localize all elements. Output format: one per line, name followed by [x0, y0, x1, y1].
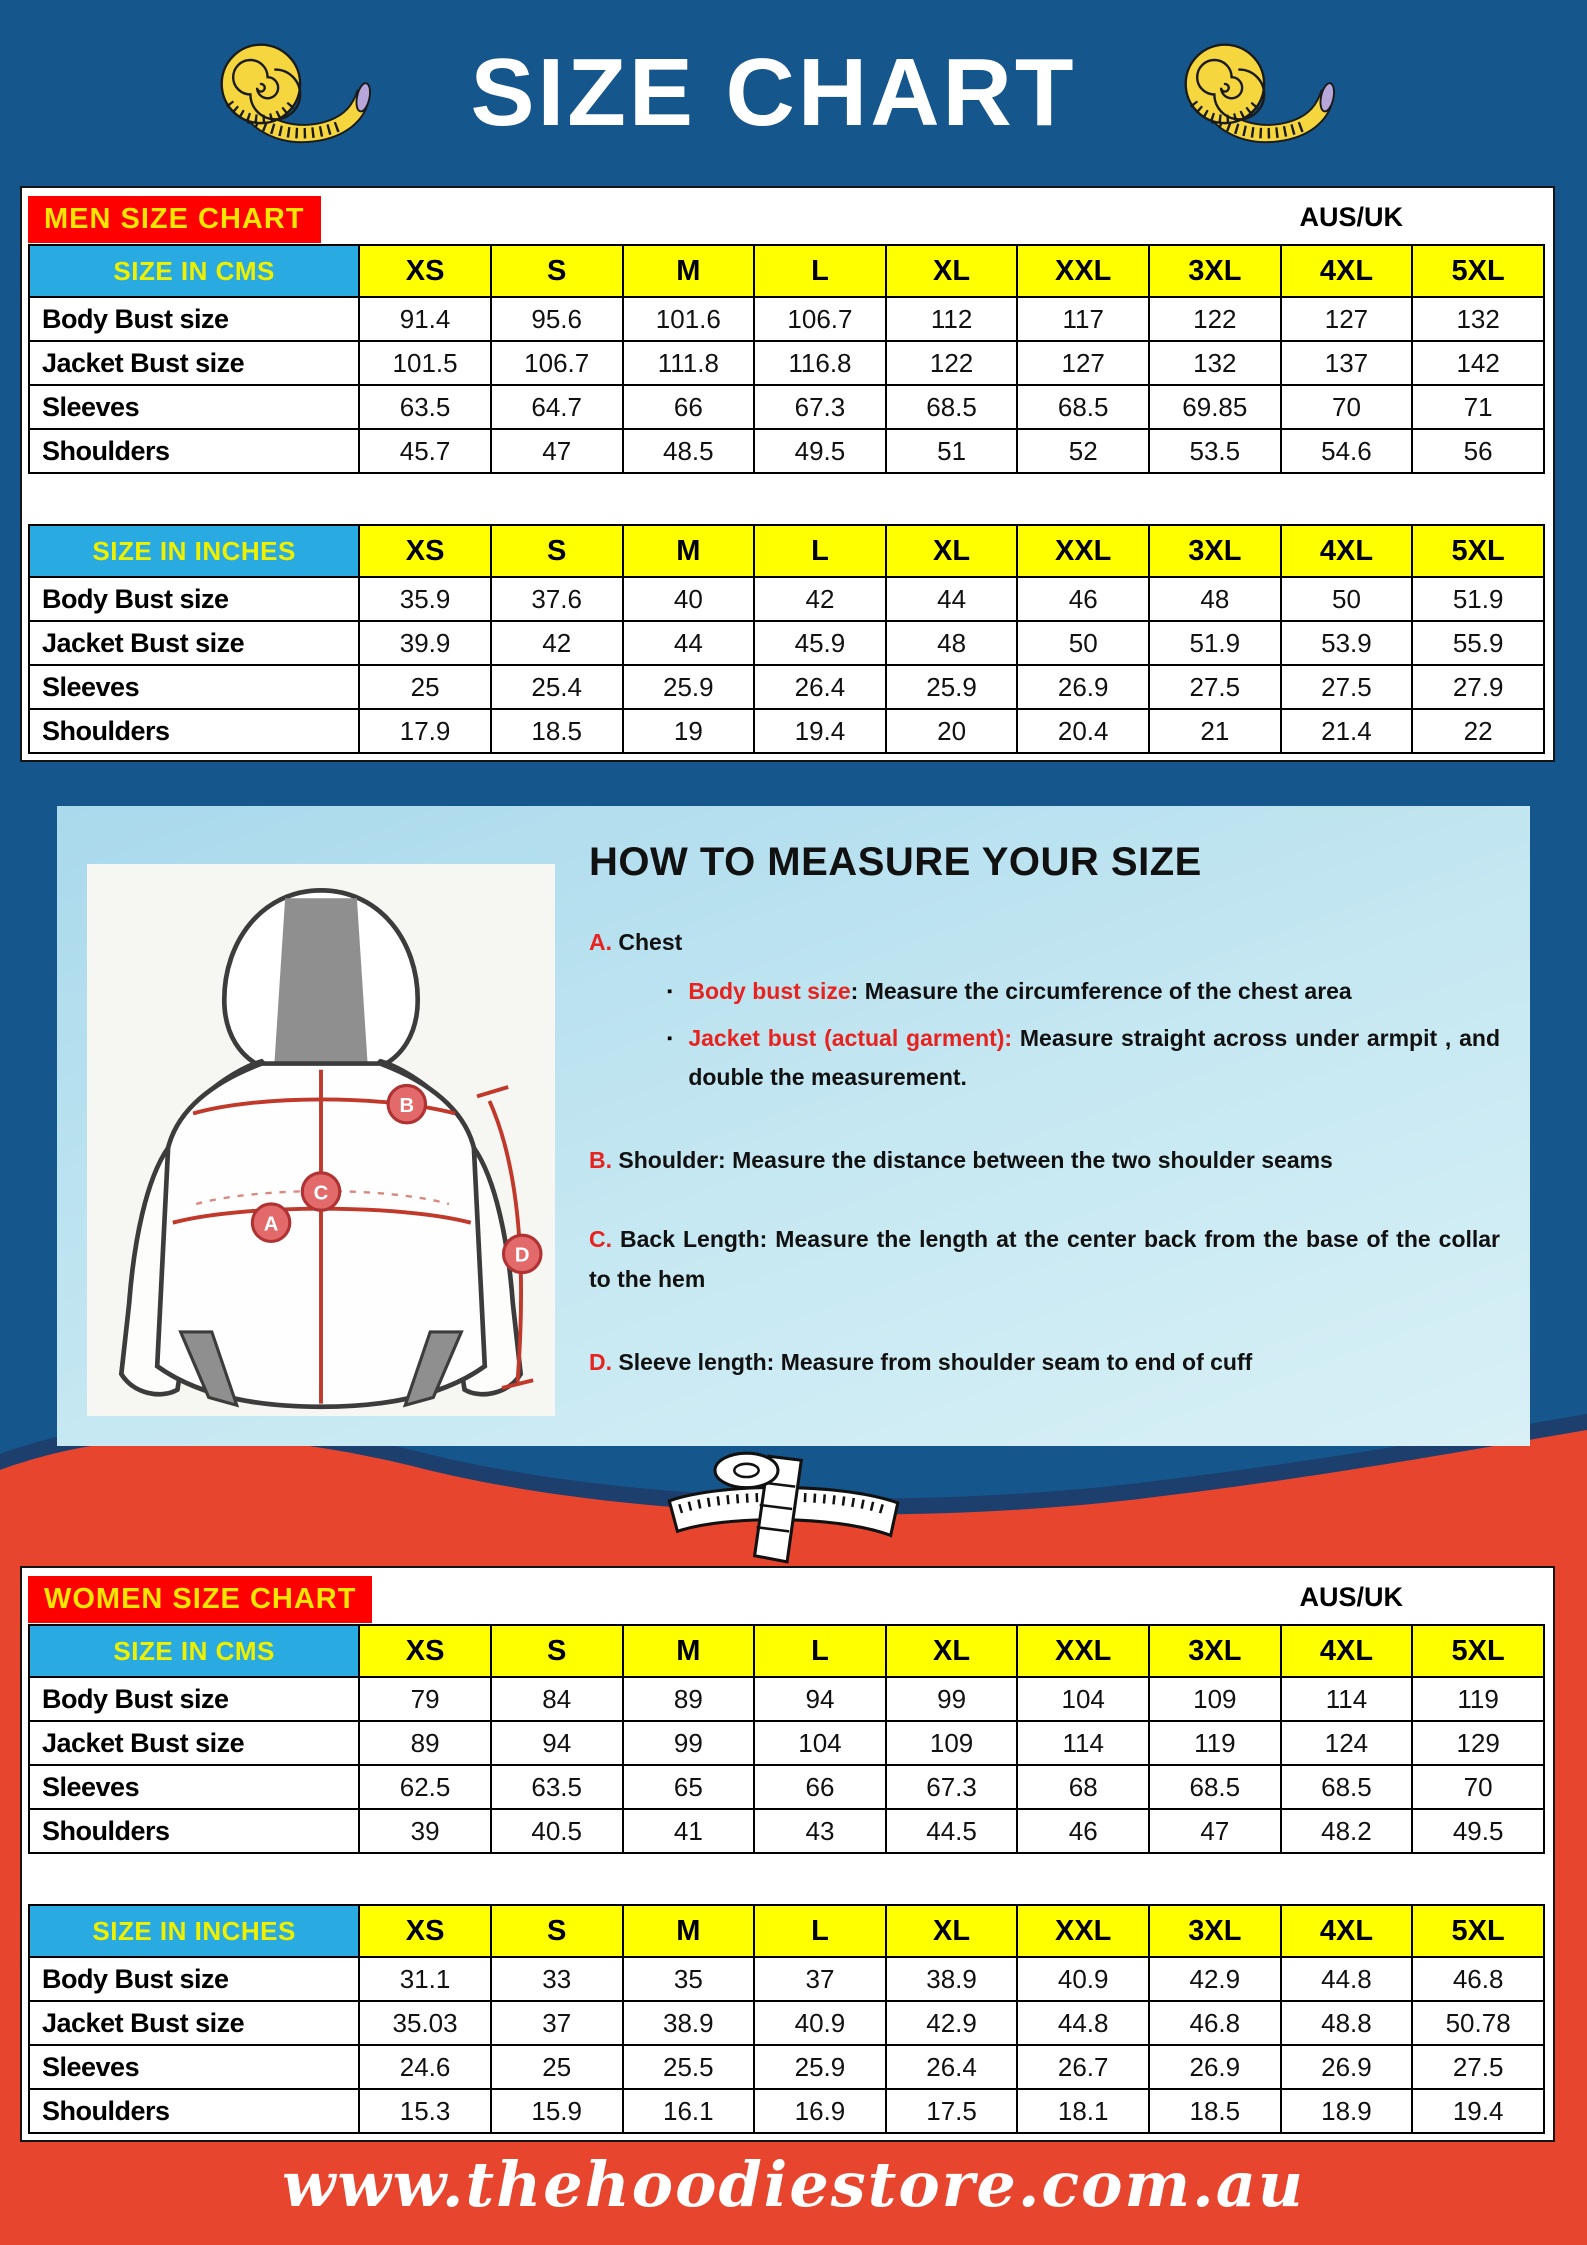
size-value: 51.9: [1412, 577, 1544, 621]
sleeve-length-label: Sleeve length:: [618, 1348, 775, 1375]
size-header: 5XL: [1412, 1625, 1544, 1677]
size-value: 89: [623, 1677, 755, 1721]
size-value: 67.3: [754, 385, 886, 429]
size-value: 40: [623, 577, 755, 621]
store-url: www.thehoodiestore.com.au: [282, 2148, 1305, 2221]
size-header: M: [623, 525, 755, 577]
size-value: 48.2: [1281, 1809, 1413, 1853]
size-value: 27.5: [1149, 665, 1281, 709]
size-value: 51.9: [1149, 621, 1281, 665]
size-value: 40.9: [1017, 1957, 1149, 2001]
size-value: 119: [1412, 1677, 1544, 1721]
size-value: 68.5: [1017, 385, 1149, 429]
size-value: 142: [1412, 341, 1544, 385]
men-size-chart-panel: [20, 186, 1555, 762]
women-cms-table: [28, 1624, 1545, 1854]
measure-key-b: B.: [589, 1147, 612, 1174]
size-value: 16.9: [754, 2089, 886, 2133]
size-value: 18.9: [1281, 2089, 1413, 2133]
unit-label: SIZE IN INCHES: [29, 525, 359, 577]
size-header: S: [491, 245, 623, 297]
size-header: XL: [886, 245, 1018, 297]
size-value: 95.6: [491, 297, 623, 341]
header-banner: [0, 0, 1587, 185]
size-value: 44: [886, 577, 1018, 621]
size-value: 106.7: [754, 297, 886, 341]
size-value: 38.9: [886, 1957, 1018, 2001]
measurement-label: Jacket Bust size: [29, 621, 359, 665]
size-value: 65: [623, 1765, 755, 1809]
measurement-row: [29, 665, 1544, 709]
size-value: 66: [623, 385, 755, 429]
measurement-label: Shoulders: [29, 709, 359, 753]
measure-key-c: C.: [589, 1226, 612, 1253]
size-value: 79: [359, 1677, 491, 1721]
size-header: 5XL: [1412, 1905, 1544, 1957]
size-value: 37.6: [491, 577, 623, 621]
size-value: 25: [491, 2045, 623, 2089]
size-value: 70: [1281, 385, 1413, 429]
shoulder-text: Measure the distance between the two shoulder seams: [725, 1147, 1333, 1174]
size-value: 94: [754, 1677, 886, 1721]
measurement-label: Jacket Bust size: [29, 341, 359, 385]
size-value: 119: [1149, 1721, 1281, 1765]
size-value: 69.85: [1149, 385, 1281, 429]
size-value: 106.7: [491, 341, 623, 385]
size-value: 48: [886, 621, 1018, 665]
size-header-row: [29, 245, 1544, 297]
size-header: S: [491, 1905, 623, 1957]
size-value: 53.9: [1281, 621, 1413, 665]
size-header: 3XL: [1149, 1905, 1281, 1957]
diagram-badge-a: [252, 1204, 289, 1241]
measurement-row: [29, 341, 1544, 385]
size-value: 111.8: [623, 341, 755, 385]
men-chart-title: MEN SIZE CHART: [28, 196, 321, 243]
size-value: 104: [754, 1721, 886, 1765]
size-value: 84: [491, 1677, 623, 1721]
size-value: 41: [623, 1809, 755, 1853]
size-value: 70: [1412, 1765, 1544, 1809]
shoulder-label: Shoulder:: [618, 1147, 726, 1174]
size-value: 67.3: [886, 1765, 1018, 1809]
size-value: 124: [1281, 1721, 1413, 1765]
size-header: 3XL: [1149, 245, 1281, 297]
size-value: 89: [359, 1721, 491, 1765]
size-value: 68.5: [1149, 1765, 1281, 1809]
measurement-label: Jacket Bust size: [29, 2001, 359, 2045]
bullet-body-bust: [667, 972, 1500, 1011]
size-value: 68: [1017, 1765, 1149, 1809]
size-header: S: [491, 525, 623, 577]
size-value: 50: [1281, 577, 1413, 621]
size-value: 71: [1412, 385, 1544, 429]
size-header: L: [754, 245, 886, 297]
how-to-measure-panel: [57, 806, 1530, 1446]
page-title: SIZE CHART: [470, 38, 1077, 146]
size-value: 26.9: [1017, 665, 1149, 709]
size-value: 68.5: [1281, 1765, 1413, 1809]
measurement-label: Shoulders: [29, 1809, 359, 1853]
size-value: 55.9: [1412, 621, 1544, 665]
size-value: 39: [359, 1809, 491, 1853]
measurement-label: Sleeves: [29, 2045, 359, 2089]
size-value: 122: [1149, 297, 1281, 341]
size-value: 25.9: [623, 665, 755, 709]
measure-instructions: [589, 826, 1500, 1382]
size-value: 44.5: [886, 1809, 1018, 1853]
size-header: 3XL: [1149, 525, 1281, 577]
size-header-row: [29, 525, 1544, 577]
svg-text:A: A: [263, 1213, 279, 1236]
size-value: 114: [1281, 1677, 1413, 1721]
size-value: 25: [359, 665, 491, 709]
measurement-row: [29, 2001, 1544, 2045]
measurement-row: [29, 621, 1544, 665]
size-value: 49.5: [1412, 1809, 1544, 1853]
size-value: 132: [1412, 297, 1544, 341]
size-value: 18.1: [1017, 2089, 1149, 2133]
size-value: 18.5: [491, 709, 623, 753]
size-value: 47: [1149, 1809, 1281, 1853]
size-value: 46.8: [1149, 2001, 1281, 2045]
size-header: S: [491, 1625, 623, 1677]
women-size-chart-panel: [20, 1566, 1555, 2142]
size-header: XS: [359, 245, 491, 297]
size-value: 15.9: [491, 2089, 623, 2133]
size-header: XS: [359, 525, 491, 577]
chest-bullet-list: [667, 972, 1500, 1097]
size-value: 45.7: [359, 429, 491, 473]
size-value: 48.8: [1281, 2001, 1413, 2045]
size-value: 26.4: [886, 2045, 1018, 2089]
size-value: 35.9: [359, 577, 491, 621]
size-value: 46: [1017, 1809, 1149, 1853]
size-value: 47: [491, 429, 623, 473]
size-header-row: [29, 1905, 1544, 1957]
size-value: 94: [491, 1721, 623, 1765]
measurement-row: [29, 709, 1544, 753]
measure-key-d: D.: [589, 1348, 612, 1375]
bullet-square-icon: ▪: [667, 983, 673, 1001]
unit-label: SIZE IN CMS: [29, 245, 359, 297]
size-header: XL: [886, 1625, 1018, 1677]
measurement-row: [29, 429, 1544, 473]
size-value: 44.8: [1281, 1957, 1413, 2001]
size-value: 101.5: [359, 341, 491, 385]
size-value: 42.9: [1149, 1957, 1281, 2001]
size-value: 40.5: [491, 1809, 623, 1853]
size-value: 117: [1017, 297, 1149, 341]
size-header: 4XL: [1281, 245, 1413, 297]
size-value: 21: [1149, 709, 1281, 753]
size-value: 99: [886, 1677, 1018, 1721]
size-value: 56: [1412, 429, 1544, 473]
bullet-square-icon: ▪: [667, 1030, 673, 1048]
measurement-label: Body Bust size: [29, 297, 359, 341]
size-value: 37: [754, 1957, 886, 2001]
measure-key-a: A.: [589, 929, 612, 955]
size-header: XL: [886, 525, 1018, 577]
size-value: 42: [491, 621, 623, 665]
size-value: 109: [886, 1721, 1018, 1765]
back-length-text: Measure the length at the center back from the base of the collar to the hem: [589, 1226, 1501, 1292]
size-value: 19: [623, 709, 755, 753]
size-value: 25.9: [886, 665, 1018, 709]
size-value: 54.6: [1281, 429, 1413, 473]
size-value: 27.5: [1281, 665, 1413, 709]
measurement-row: [29, 577, 1544, 621]
size-value: 39.9: [359, 621, 491, 665]
size-value: 26.9: [1149, 2045, 1281, 2089]
tape-measure-icon-left: [203, 38, 381, 148]
size-value: 63.5: [359, 385, 491, 429]
measurement-label: Shoulders: [29, 429, 359, 473]
size-value: 48: [1149, 577, 1281, 621]
size-value: 26.9: [1281, 2045, 1413, 2089]
sleeve-length-text: Measure from shoulder seam to end of cuff: [774, 1348, 1253, 1375]
measurement-row: [29, 2045, 1544, 2089]
measurement-row: [29, 2089, 1544, 2133]
size-header: L: [754, 525, 886, 577]
size-value: 46: [1017, 577, 1149, 621]
size-value: 20: [886, 709, 1018, 753]
size-value: 45.9: [754, 621, 886, 665]
measurement-label: Body Bust size: [29, 1677, 359, 1721]
jacket-measurement-diagram: [87, 864, 555, 1416]
size-value: 38.9: [623, 2001, 755, 2045]
body-bust-text: : Measure the circumference of the chest area: [850, 978, 1352, 1005]
measure-title: HOW TO MEASURE YOUR SIZE: [589, 840, 1202, 884]
size-header: XXL: [1017, 1625, 1149, 1677]
tape-measure-icon-right: [1167, 38, 1345, 148]
diagram-badge-c: [302, 1173, 339, 1210]
measurement-label: Jacket Bust size: [29, 1721, 359, 1765]
men-cms-table: [28, 244, 1545, 474]
tape-measure-icon-center: [648, 1442, 914, 1574]
size-value: 127: [1281, 297, 1413, 341]
size-value: 33: [491, 1957, 623, 2001]
size-value: 35.03: [359, 2001, 491, 2045]
size-header: L: [754, 1625, 886, 1677]
size-value: 112: [886, 297, 1018, 341]
size-value: 17.9: [359, 709, 491, 753]
size-value: 31.1: [359, 1957, 491, 2001]
size-header: XL: [886, 1905, 1018, 1957]
size-value: 35: [623, 1957, 755, 2001]
size-value: 26.4: [754, 665, 886, 709]
size-header-row: [29, 1625, 1544, 1677]
measure-item-back-length: [589, 1220, 1500, 1298]
size-value: 64.7: [491, 385, 623, 429]
size-value: 109: [1149, 1677, 1281, 1721]
size-header: 3XL: [1149, 1625, 1281, 1677]
size-header: L: [754, 1905, 886, 1957]
size-value: 40.9: [754, 2001, 886, 2045]
body-bust-lead: Body bust size: [688, 978, 851, 1005]
size-value: 18.5: [1149, 2089, 1281, 2133]
men-inches-table: [28, 524, 1545, 754]
size-value: 21.4: [1281, 709, 1413, 753]
hooded-jacket-back-illustration: [87, 864, 555, 1416]
measure-item-sleeve-length: [589, 1343, 1500, 1382]
size-header: M: [623, 245, 755, 297]
jacket-bust-lead: Jacket bust (actual garment):: [688, 1025, 1013, 1052]
svg-text:D: D: [514, 1244, 530, 1267]
svg-text:B: B: [399, 1094, 415, 1117]
measurement-row: [29, 1809, 1544, 1853]
size-header: XS: [359, 1905, 491, 1957]
unit-label: SIZE IN INCHES: [29, 1905, 359, 1957]
size-header: M: [623, 1625, 755, 1677]
size-value: 50: [1017, 621, 1149, 665]
size-value: 27.9: [1412, 665, 1544, 709]
size-value: 114: [1017, 1721, 1149, 1765]
size-value: 26.7: [1017, 2045, 1149, 2089]
size-value: 46.8: [1412, 1957, 1544, 2001]
measurement-label: Body Bust size: [29, 1957, 359, 2001]
size-value: 104: [1017, 1677, 1149, 1721]
size-header: XXL: [1017, 525, 1149, 577]
size-value: 44.8: [1017, 2001, 1149, 2045]
size-header: XXL: [1017, 245, 1149, 297]
size-value: 116.8: [754, 341, 886, 385]
svg-text:C: C: [313, 1182, 329, 1205]
size-value: 37: [491, 2001, 623, 2045]
women-inches-table: [28, 1904, 1545, 2134]
size-value: 99: [623, 1721, 755, 1765]
measurement-label: Sleeves: [29, 1765, 359, 1809]
diagram-badge-d: [504, 1235, 541, 1272]
size-header: 4XL: [1281, 1905, 1413, 1957]
size-value: 101.6: [623, 297, 755, 341]
size-value: 68.5: [886, 385, 1018, 429]
measurement-row: [29, 385, 1544, 429]
size-value: 25.4: [491, 665, 623, 709]
size-value: 127: [1017, 341, 1149, 385]
measurement-row: [29, 1677, 1544, 1721]
size-header: XXL: [1017, 1905, 1149, 1957]
size-value: 52: [1017, 429, 1149, 473]
size-value: 62.5: [359, 1765, 491, 1809]
measurement-row: [29, 1721, 1544, 1765]
measure-item-shoulder: [589, 1141, 1500, 1180]
size-value: 25.9: [754, 2045, 886, 2089]
back-length-label: Back Length:: [620, 1226, 768, 1253]
women-chart-title: WOMEN SIZE CHART: [28, 1576, 372, 1623]
size-value: 137: [1281, 341, 1413, 385]
size-value: 27.5: [1412, 2045, 1544, 2089]
diagram-badge-b: [388, 1085, 425, 1122]
size-value: 66: [754, 1765, 886, 1809]
size-value: 15.3: [359, 2089, 491, 2133]
women-region-label: AUS/UK: [1299, 1582, 1403, 1612]
size-value: 20.4: [1017, 709, 1149, 753]
size-header: XS: [359, 1625, 491, 1677]
size-value: 48.5: [623, 429, 755, 473]
size-value: 22: [1412, 709, 1544, 753]
measurement-row: [29, 297, 1544, 341]
unit-label: SIZE IN CMS: [29, 1625, 359, 1677]
size-value: 50.78: [1412, 2001, 1544, 2045]
measure-item-chest: [589, 923, 1500, 962]
size-value: 91.4: [359, 297, 491, 341]
measurement-row: [29, 1765, 1544, 1809]
size-header: 4XL: [1281, 525, 1413, 577]
size-value: 122: [886, 341, 1018, 385]
size-value: 17.5: [886, 2089, 1018, 2133]
bullet-jacket-bust: [667, 1019, 1500, 1097]
size-value: 44: [623, 621, 755, 665]
measurement-label: Body Bust size: [29, 577, 359, 621]
measurement-label: Sleeves: [29, 665, 359, 709]
size-value: 19.4: [1412, 2089, 1544, 2133]
measure-label-chest: Chest: [618, 929, 683, 955]
size-value: 51: [886, 429, 1018, 473]
size-value: 43: [754, 1809, 886, 1853]
size-value: 19.4: [754, 709, 886, 753]
size-value: 132: [1149, 341, 1281, 385]
size-value: 42.9: [886, 2001, 1018, 2045]
size-header: M: [623, 1905, 755, 1957]
measurement-label: Shoulders: [29, 2089, 359, 2133]
size-value: 25.5: [623, 2045, 755, 2089]
size-value: 129: [1412, 1721, 1544, 1765]
size-value: 63.5: [491, 1765, 623, 1809]
size-header: 5XL: [1412, 245, 1544, 297]
size-header: 4XL: [1281, 1625, 1413, 1677]
size-value: 16.1: [623, 2089, 755, 2133]
measurement-label: Sleeves: [29, 385, 359, 429]
measurement-row: [29, 1957, 1544, 2001]
size-value: 53.5: [1149, 429, 1281, 473]
jacket-bust-text: Measure straight across under armpit , and double the measurement.: [688, 1025, 1500, 1091]
men-region-label: AUS/UK: [1299, 202, 1403, 232]
size-value: 42: [754, 577, 886, 621]
size-value: 24.6: [359, 2045, 491, 2089]
size-header: 5XL: [1412, 525, 1544, 577]
size-value: 49.5: [754, 429, 886, 473]
